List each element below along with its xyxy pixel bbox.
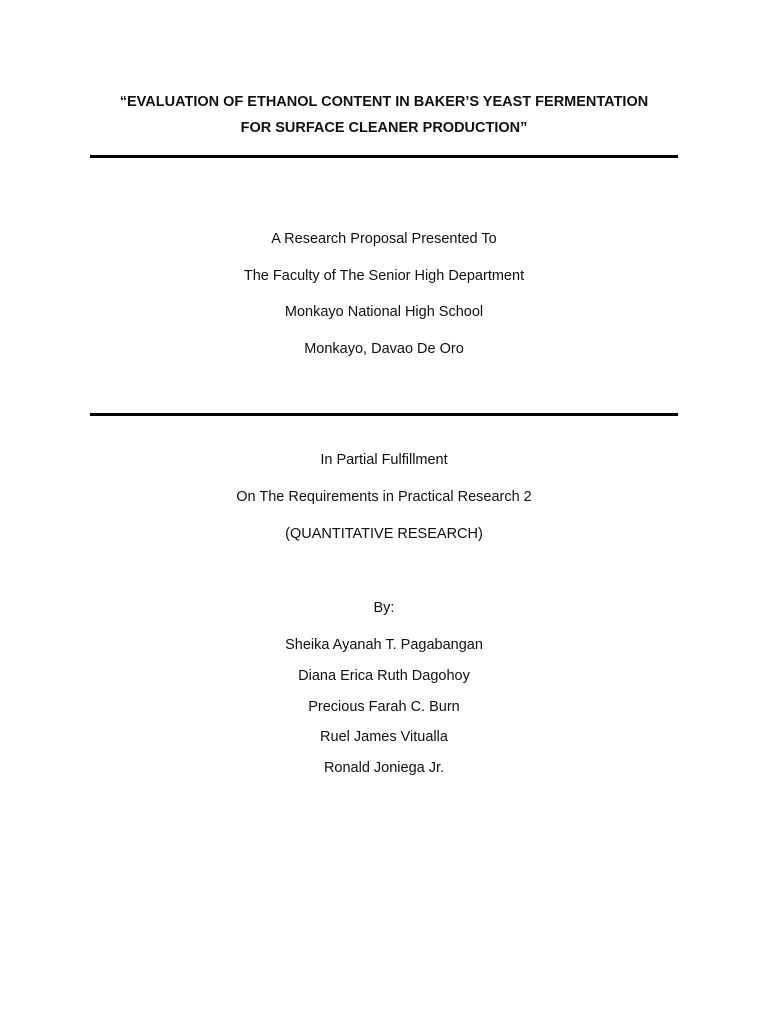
author-name: Ruel James Vitualla bbox=[320, 729, 448, 745]
author-name: Ronald Joniega Jr. bbox=[323, 760, 445, 776]
author-name: Diana Erica Ruth Dagohoy bbox=[298, 668, 470, 684]
presentation-line: The Faculty of The Senior High Department bbox=[243, 268, 525, 284]
by-label: By: bbox=[373, 600, 395, 616]
fulfillment-line: In Partial Fulfillment bbox=[320, 452, 448, 468]
fulfillment-line: (QUANTITATIVE RESEARCH) bbox=[285, 526, 483, 542]
author-name: Precious Farah C. Burn bbox=[308, 699, 460, 715]
presentation-line: A Research Proposal Presented To bbox=[271, 231, 497, 247]
fulfillment-line: On The Requirements in Practical Research 2 bbox=[236, 489, 532, 505]
section-divider bbox=[90, 413, 678, 416]
title-divider bbox=[90, 155, 678, 158]
presentation-line: Monkayo, Davao De Oro bbox=[304, 341, 464, 357]
presentation-line: Monkayo National High School bbox=[284, 304, 484, 320]
title-line-1: “EVALUATION OF ETHANOL CONTENT IN BAKER’S YEAST FERMENTATION bbox=[119, 94, 649, 110]
author-name: Sheika Ayanah T. Pagabangan bbox=[285, 637, 483, 653]
document-title bbox=[90, 89, 678, 141]
title-line-2: FOR SURFACE CLEANER PRODUCTION” bbox=[240, 120, 528, 136]
